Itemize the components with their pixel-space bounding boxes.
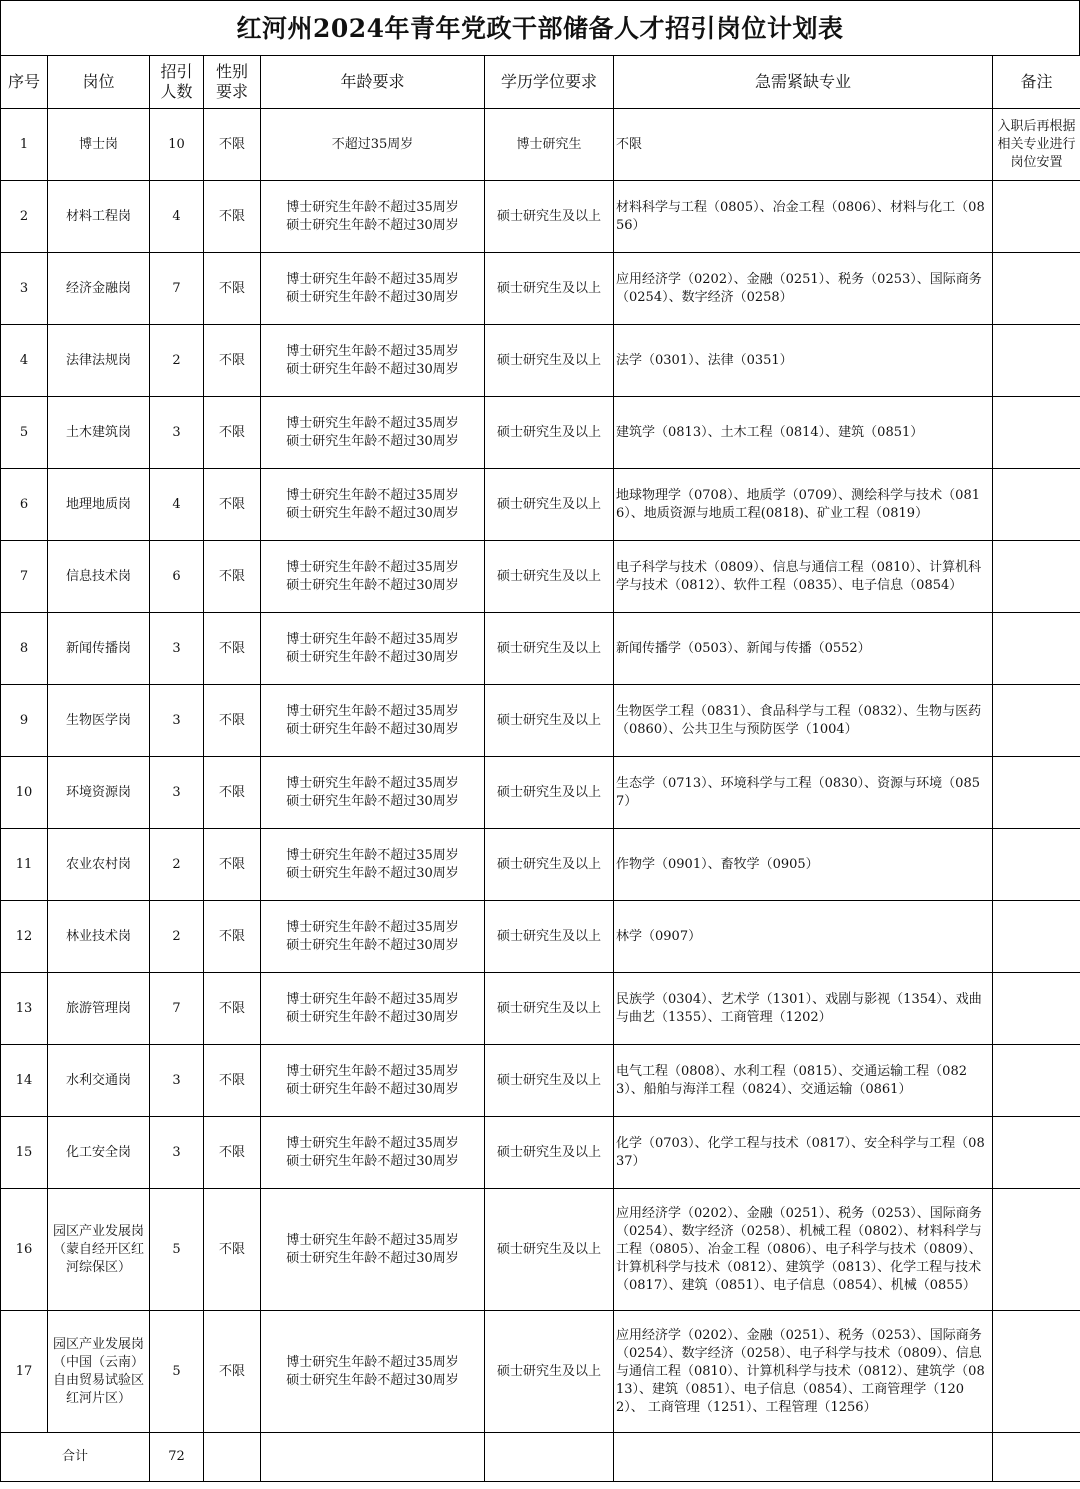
cell-note: [993, 181, 1080, 253]
header-count-line1: 招引: [160, 62, 193, 81]
cell-gender: 不限: [204, 541, 261, 613]
cell-post: 生物医学岗: [48, 685, 150, 757]
cell-majors: 电子科学与技术（0809）、信息与通信工程（0810）、计算机科学与技术（0812）、软件工程（0835）、电子信息（0854）: [614, 541, 993, 613]
cell-degree: 硕士研究生及以上: [485, 1117, 614, 1189]
cell-count: 7: [150, 253, 204, 325]
age-requirement-line-2: 硕士研究生年龄不超过30周岁: [286, 289, 459, 305]
cell-degree: 硕士研究生及以上: [485, 541, 614, 613]
total-empty-cell: [993, 1433, 1080, 1482]
header-age: 年龄要求: [261, 56, 485, 109]
age-requirement-line-1: 博士研究生年龄不超过35周岁: [286, 1063, 459, 1079]
cell-majors: 生物医学工程（0831）、食品科学与工程（0832）、生物与医药（0860）、公共卫生与预防医学（1004）: [614, 685, 993, 757]
cell-gender: 不限: [204, 109, 261, 181]
cell-seq: 3: [1, 253, 48, 325]
cell-seq: 1: [1, 109, 48, 181]
cell-post: 水利交通岗: [48, 1045, 150, 1117]
cell-age: [261, 181, 485, 253]
cell-seq: 8: [1, 613, 48, 685]
age-requirement-line-2: 硕士研究生年龄不超过30周岁: [286, 1081, 459, 1097]
total-empty-cell: [204, 1433, 261, 1482]
cell-seq: 2: [1, 181, 48, 253]
cell-gender: 不限: [204, 973, 261, 1045]
cell-seq: 6: [1, 469, 48, 541]
cell-note: [993, 1045, 1080, 1117]
cell-degree: 博士研究生: [485, 109, 614, 181]
cell-gender: 不限: [204, 253, 261, 325]
cell-count: 3: [150, 685, 204, 757]
cell-note: [993, 973, 1080, 1045]
cell-post: 材料工程岗: [48, 181, 150, 253]
cell-seq: 4: [1, 325, 48, 397]
cell-note: [993, 829, 1080, 901]
age-requirement-line-1: 博士研究生年龄不超过35周岁: [286, 343, 459, 359]
cell-age: [261, 757, 485, 829]
cell-seq: 9: [1, 685, 48, 757]
header-count-line2: 人数: [160, 82, 193, 101]
cell-majors: 民族学（0304）、艺术学（1301）、戏剧与影视（1354）、戏曲与曲艺（1355）、工商管理（1202）: [614, 973, 993, 1045]
cell-gender: 不限: [204, 469, 261, 541]
cell-count: 3: [150, 1117, 204, 1189]
total-empty-cell: [485, 1433, 614, 1482]
total-empty-cell: [614, 1433, 993, 1482]
cell-note: 入职后再根据相关专业进行岗位安置: [993, 109, 1080, 181]
age-requirement-line-2: 硕士研究生年龄不超过30周岁: [286, 577, 459, 593]
table-row: [1, 1117, 1080, 1189]
age-requirement-line-2: 硕士研究生年龄不超过30周岁: [286, 721, 459, 737]
header-gender: [204, 56, 261, 109]
age-requirement-line-1: 博士研究生年龄不超过35周岁: [286, 271, 459, 287]
cell-post: 旅游管理岗: [48, 973, 150, 1045]
age-requirement-line-2: 硕士研究生年龄不超过30周岁: [286, 937, 459, 953]
table-row: [1, 469, 1080, 541]
cell-seq: 12: [1, 901, 48, 973]
cell-gender: 不限: [204, 1045, 261, 1117]
cell-count: 3: [150, 757, 204, 829]
cell-seq: 17: [1, 1311, 48, 1433]
cell-count: 5: [150, 1189, 204, 1311]
header-post: 岗位: [48, 56, 150, 109]
cell-note: [993, 397, 1080, 469]
cell-count: 10: [150, 109, 204, 181]
cell-post: 林业技术岗: [48, 901, 150, 973]
cell-degree: 硕士研究生及以上: [485, 469, 614, 541]
age-requirement-line-2: 硕士研究生年龄不超过30周岁: [286, 217, 459, 233]
cell-count: 2: [150, 829, 204, 901]
age-requirement-line-1: 博士研究生年龄不超过35周岁: [286, 703, 459, 719]
cell-majors: 建筑学（0813）、土木工程（0814）、建筑（0851）: [614, 397, 993, 469]
cell-seq: 7: [1, 541, 48, 613]
cell-post: 新闻传播岗: [48, 613, 150, 685]
age-requirement-line-2: 硕士研究生年龄不超过30周岁: [286, 505, 459, 521]
cell-majors: 应用经济学（0202）、金融（0251）、税务（0253）、国际商务（0254）、数字经济（0258）、机械工程（0802）、材料科学与工程（0805）、冶金工程（0806）、电子科学与技术（0809）、计算机科学与技术（0812）、建筑学（0813）、化学工程与技术（0817）、建筑（0851）、电子信息（0854）、机械（0855）: [614, 1189, 993, 1311]
age-requirement-line-1: 博士研究生年龄不超过35周岁: [286, 1135, 459, 1151]
cell-seq: 10: [1, 757, 48, 829]
total-row: [1, 1433, 1080, 1482]
table-row: [1, 901, 1080, 973]
cell-seq: 16: [1, 1189, 48, 1311]
cell-note: [993, 253, 1080, 325]
cell-age: [261, 613, 485, 685]
header-majors: 急需紧缺专业: [614, 56, 993, 109]
age-requirement-line-1: 博士研究生年龄不超过35周岁: [286, 991, 459, 1007]
table-row: [1, 1311, 1080, 1433]
cell-age: [261, 1117, 485, 1189]
age-requirement-line-1: 博士研究生年龄不超过35周岁: [286, 199, 459, 215]
header-note: 备注: [993, 56, 1080, 109]
cell-note: [993, 757, 1080, 829]
cell-post: 环境资源岗: [48, 757, 150, 829]
cell-count: 7: [150, 973, 204, 1045]
table-row: [1, 829, 1080, 901]
cell-degree: 硕士研究生及以上: [485, 973, 614, 1045]
cell-degree: 硕士研究生及以上: [485, 1189, 614, 1311]
cell-majors: 新闻传播学（0503）、新闻与传播（0552）: [614, 613, 993, 685]
cell-post: 园区产业发展岗（中国（云南）自由贸易试验区红河片区）: [48, 1311, 150, 1433]
cell-note: [993, 901, 1080, 973]
cell-post: 化工安全岗: [48, 1117, 150, 1189]
header-degree: 学历学位要求: [485, 56, 614, 109]
total-empty-cell: [261, 1433, 485, 1482]
cell-post: 农业农村岗: [48, 829, 150, 901]
age-requirement-line-2: 硕士研究生年龄不超过30周岁: [286, 361, 459, 377]
cell-count: 5: [150, 1311, 204, 1433]
age-requirement-line-1: 博士研究生年龄不超过35周岁: [286, 919, 459, 935]
header-seq: 序号: [1, 56, 48, 109]
cell-majors: 应用经济学（0202）、金融（0251）、税务（0253）、国际商务（0254）、数字经济（0258）: [614, 253, 993, 325]
cell-note: [993, 469, 1080, 541]
cell-age: [261, 109, 485, 181]
cell-seq: 5: [1, 397, 48, 469]
total-count: 72: [150, 1433, 204, 1482]
cell-degree: 硕士研究生及以上: [485, 685, 614, 757]
cell-count: 2: [150, 325, 204, 397]
total-label: 合计: [1, 1433, 150, 1482]
cell-majors: 生态学（0713）、环境科学与工程（0830）、资源与环境（0857）: [614, 757, 993, 829]
cell-post: 园区产业发展岗（蒙自经开区红河综保区）: [48, 1189, 150, 1311]
age-requirement-line-2: 硕士研究生年龄不超过30周岁: [286, 865, 459, 881]
cell-gender: 不限: [204, 757, 261, 829]
table-row: [1, 685, 1080, 757]
cell-degree: 硕士研究生及以上: [485, 613, 614, 685]
cell-majors: 电气工程（0808）、水利工程（0815）、交通运输工程（0823）、船舶与海洋工程（0824）、交通运输（0861）: [614, 1045, 993, 1117]
cell-seq: 14: [1, 1045, 48, 1117]
cell-degree: 硕士研究生及以上: [485, 181, 614, 253]
table-row: [1, 613, 1080, 685]
cell-gender: 不限: [204, 1117, 261, 1189]
cell-degree: 硕士研究生及以上: [485, 253, 614, 325]
cell-age: [261, 1045, 485, 1117]
cell-age: [261, 1189, 485, 1311]
cell-degree: 硕士研究生及以上: [485, 757, 614, 829]
cell-count: 2: [150, 901, 204, 973]
cell-degree: 硕士研究生及以上: [485, 397, 614, 469]
cell-post: 经济金融岗: [48, 253, 150, 325]
cell-majors: 化学（0703）、化学工程与技术（0817）、安全科学与工程（0837）: [614, 1117, 993, 1189]
table-row: [1, 397, 1080, 469]
header-gender-line2: 要求: [215, 82, 248, 101]
age-requirement-line-2: 硕士研究生年龄不超过30周岁: [286, 1009, 459, 1025]
age-requirement-line-1: 博士研究生年龄不超过35周岁: [286, 559, 459, 575]
cell-gender: 不限: [204, 397, 261, 469]
cell-note: [993, 1117, 1080, 1189]
cell-count: 4: [150, 469, 204, 541]
cell-majors: 法学（0301）、法律（0351）: [614, 325, 993, 397]
cell-gender: 不限: [204, 325, 261, 397]
age-requirement-line-1: 博士研究生年龄不超过35周岁: [286, 631, 459, 647]
cell-count: 3: [150, 1045, 204, 1117]
cell-majors: 林学（0907）: [614, 901, 993, 973]
recruitment-plan-table: [0, 55, 1080, 1482]
cell-majors: 作物学（0901）、畜牧学（0905）: [614, 829, 993, 901]
cell-degree: 硕士研究生及以上: [485, 901, 614, 973]
cell-post: 信息技术岗: [48, 541, 150, 613]
table-row: [1, 1189, 1080, 1311]
table-header-row: [1, 56, 1080, 109]
cell-note: [993, 613, 1080, 685]
cell-note: [993, 325, 1080, 397]
cell-seq: 15: [1, 1117, 48, 1189]
cell-post: 法律法规岗: [48, 325, 150, 397]
table-row: [1, 109, 1080, 181]
cell-degree: 硕士研究生及以上: [485, 1311, 614, 1433]
cell-note: [993, 541, 1080, 613]
cell-note: [993, 1311, 1080, 1433]
cell-gender: 不限: [204, 685, 261, 757]
cell-majors: 不限: [614, 109, 993, 181]
table-row: [1, 253, 1080, 325]
cell-age: [261, 541, 485, 613]
age-requirement-line-2: 硕士研究生年龄不超过30周岁: [286, 433, 459, 449]
cell-age: [261, 469, 485, 541]
cell-seq: 11: [1, 829, 48, 901]
cell-age: [261, 1311, 485, 1433]
cell-gender: 不限: [204, 181, 261, 253]
cell-seq: 13: [1, 973, 48, 1045]
page-title: 红河州2024年青年党政干部储备人才招引岗位计划表: [0, 0, 1080, 55]
cell-count: 6: [150, 541, 204, 613]
header-count: [150, 56, 204, 109]
cell-note: [993, 1189, 1080, 1311]
cell-age: [261, 253, 485, 325]
age-requirement-line-1: 博士研究生年龄不超过35周岁: [286, 847, 459, 863]
age-requirement-line-1: 不超过35周岁: [331, 136, 414, 152]
cell-gender: 不限: [204, 829, 261, 901]
cell-majors: 地球物理学（0708）、地质学（0709）、测绘科学与技术（0816）、地质资源与地质工程(0818)、矿业工程（0819）: [614, 469, 993, 541]
age-requirement-line-1: 博士研究生年龄不超过35周岁: [286, 1354, 459, 1370]
cell-degree: 硕士研究生及以上: [485, 829, 614, 901]
table-row: [1, 541, 1080, 613]
cell-majors: 应用经济学（0202）、金融（0251）、税务（0253）、国际商务（0254）、数字经济（0258）、电子科学与技术（0809）、信息与通信工程（0810）、计算机科学与技术（0812）、建筑学（0813）、建筑（0851）、电子信息（0854）、工商管理学（1202）、 工商管理（1251）、工程管理（1256）: [614, 1311, 993, 1433]
age-requirement-line-1: 博士研究生年龄不超过35周岁: [286, 415, 459, 431]
cell-age: [261, 685, 485, 757]
cell-age: [261, 973, 485, 1045]
cell-majors: 材料科学与工程（0805）、冶金工程（0806）、材料与化工（0856）: [614, 181, 993, 253]
cell-degree: 硕士研究生及以上: [485, 325, 614, 397]
age-requirement-line-2: 硕士研究生年龄不超过30周岁: [286, 1372, 459, 1388]
age-requirement-line-2: 硕士研究生年龄不超过30周岁: [286, 1153, 459, 1169]
table-row: [1, 181, 1080, 253]
table-row: [1, 757, 1080, 829]
age-requirement-line-1: 博士研究生年龄不超过35周岁: [286, 487, 459, 503]
header-gender-line1: 性别: [215, 62, 248, 81]
table-row: [1, 1045, 1080, 1117]
table-body: [1, 109, 1080, 1433]
age-requirement-line-2: 硕士研究生年龄不超过30周岁: [286, 1250, 459, 1266]
age-requirement-line-1: 博士研究生年龄不超过35周岁: [286, 775, 459, 791]
age-requirement-line-2: 硕士研究生年龄不超过30周岁: [286, 649, 459, 665]
cell-gender: 不限: [204, 1311, 261, 1433]
cell-post: 博士岗: [48, 109, 150, 181]
age-requirement-line-1: 博士研究生年龄不超过35周岁: [286, 1232, 459, 1248]
table-row: [1, 973, 1080, 1045]
cell-count: 4: [150, 181, 204, 253]
cell-gender: 不限: [204, 1189, 261, 1311]
cell-age: [261, 829, 485, 901]
table-row: [1, 325, 1080, 397]
cell-age: [261, 901, 485, 973]
cell-degree: 硕士研究生及以上: [485, 1045, 614, 1117]
cell-gender: 不限: [204, 901, 261, 973]
cell-count: 3: [150, 397, 204, 469]
cell-post: 地理地质岗: [48, 469, 150, 541]
cell-age: [261, 397, 485, 469]
cell-post: 土木建筑岗: [48, 397, 150, 469]
age-requirement-line-2: 硕士研究生年龄不超过30周岁: [286, 793, 459, 809]
cell-gender: 不限: [204, 613, 261, 685]
cell-note: [993, 685, 1080, 757]
cell-count: 3: [150, 613, 204, 685]
cell-age: [261, 325, 485, 397]
